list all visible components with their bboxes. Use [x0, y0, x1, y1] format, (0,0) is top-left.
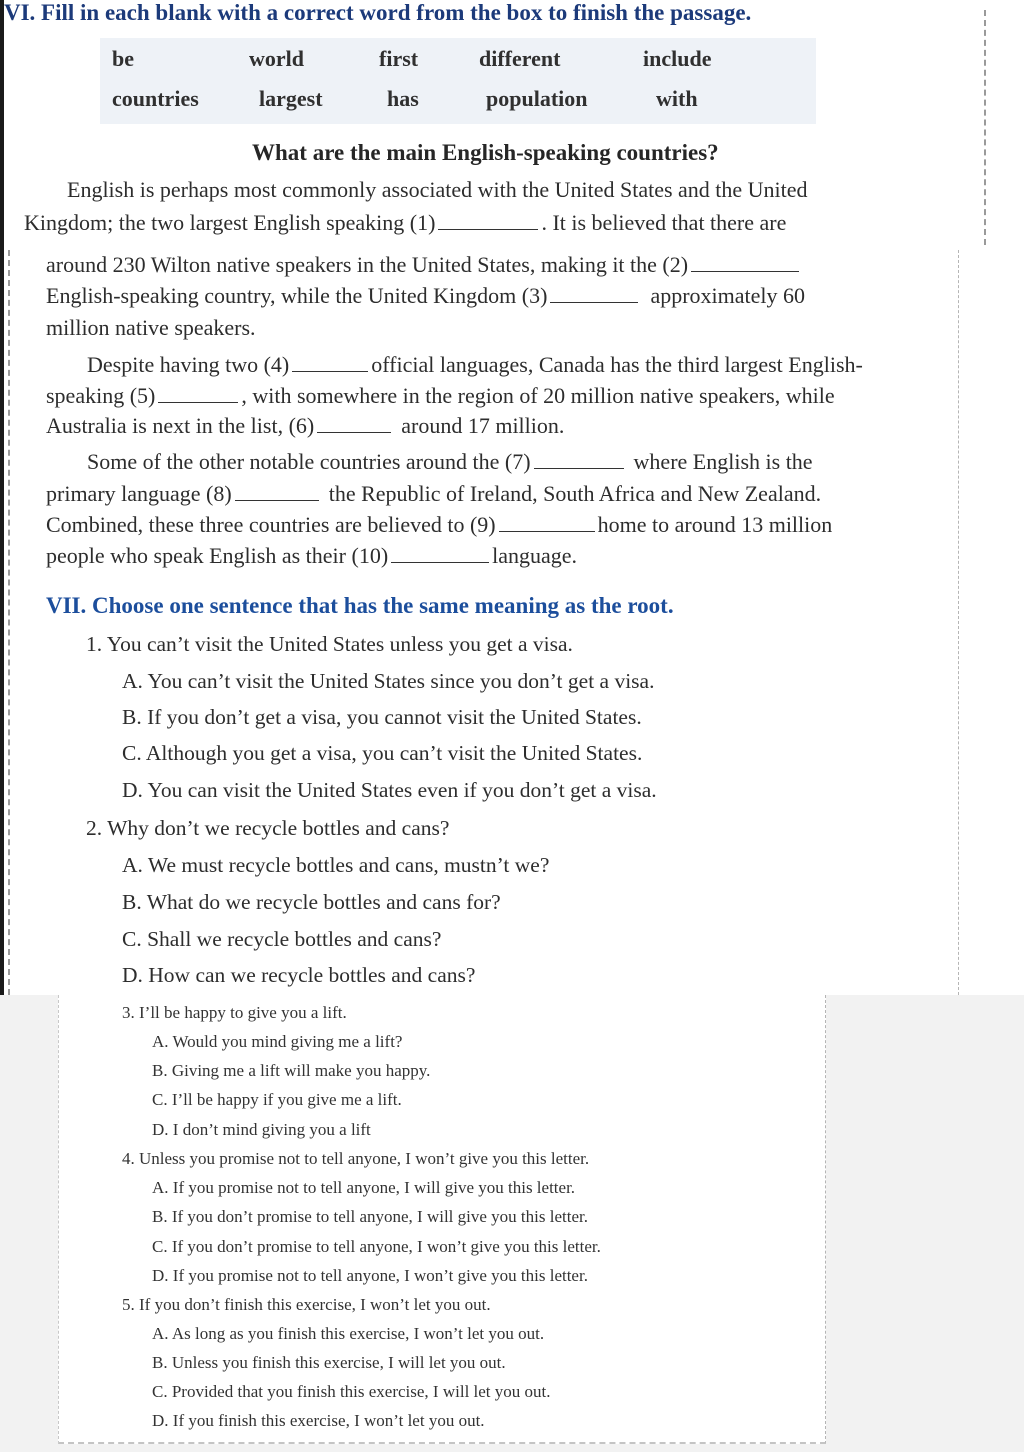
word-countries: countries [112, 86, 199, 111]
word-has: has [387, 86, 419, 111]
word-first: first [379, 46, 419, 71]
passage-line [46, 283, 805, 309]
section-6-heading: VI. Fill in each blank with a correct word from the box to finish the passage. [4, 0, 752, 25]
passage-text: where English is the [633, 449, 813, 474]
question-4: 4. Unless you promise not to tell anyone, I won’t give you this letter. [122, 1149, 590, 1168]
blank-7[interactable] [534, 467, 624, 469]
word-include: include [643, 46, 712, 71]
passage-text: approximately 60 [650, 283, 806, 308]
option-5c[interactable]: C. Provided that you finish this exercise, I will let you out. [152, 1382, 551, 1401]
passage-text: Despite having two (4) [87, 352, 290, 377]
option-3d[interactable]: D. I don’t mind giving you a lift [152, 1120, 371, 1139]
passage-text: home to around 13 million [597, 512, 833, 537]
passage-text: . It is believed that there are [541, 210, 787, 235]
passage-text: around 230 Wilton native speakers in the United States, making it the (2) [46, 252, 689, 277]
word-different: different [479, 46, 561, 71]
blank-5[interactable] [158, 401, 238, 403]
passage-text: Kingdom; the two largest English speaking (1) [24, 210, 436, 235]
passage-text: the Republic of Ireland, South Africa and New Zealand. [328, 481, 822, 506]
question-5: 5. If you don’t finish this exercise, I won’t let you out. [122, 1295, 491, 1314]
word-largest: largest [259, 86, 323, 111]
option-2d[interactable]: D. How can we recycle bottles and cans? [122, 963, 476, 987]
blank-9[interactable] [499, 530, 595, 532]
passage-text: around 17 million. [401, 413, 565, 438]
word-be: be [112, 46, 134, 71]
option-3c[interactable]: C. I’ll be happy if you give me a lift. [152, 1090, 402, 1109]
section-7-heading: VII. Choose one sentence that has the same meaning as the root. [46, 593, 674, 618]
passage-line [46, 512, 832, 538]
option-5b[interactable]: B. Unless you finish this exercise, I will let you out. [152, 1353, 506, 1372]
passage-text: primary language (8) [46, 481, 232, 506]
passage-text: official languages, Canada has the third largest English- [371, 352, 863, 377]
passage-line [46, 413, 564, 439]
blank-1[interactable] [438, 228, 538, 230]
left-edge-bar [0, 0, 4, 995]
passage-line [87, 352, 863, 378]
blank-2[interactable] [691, 270, 799, 272]
option-4b[interactable]: B. If you don’t promise to tell anyone, I will give you this letter. [152, 1207, 588, 1226]
question-2: 2. Why don’t we recycle bottles and cans? [86, 816, 450, 840]
word-population: population [486, 86, 588, 111]
passage-line: million native speakers. [46, 315, 256, 340]
passage-line [46, 383, 835, 409]
option-2a[interactable]: A. We must recycle bottles and cans, mustn’t we? [122, 853, 550, 877]
blank-6[interactable] [317, 431, 391, 433]
option-4a[interactable]: A. If you promise not to tell anyone, I will give you this letter. [152, 1178, 576, 1197]
option-3a[interactable]: A. Would you mind giving me a lift? [152, 1032, 403, 1051]
passage-text: language. [492, 543, 578, 568]
option-5d[interactable]: D. If you finish this exercise, I won’t let you out. [152, 1411, 485, 1430]
passage-line [46, 481, 821, 507]
word-world: world [249, 46, 304, 71]
option-1d[interactable]: D. You can visit the United States even if you don’t get a visa. [122, 778, 657, 802]
passage-line [87, 449, 813, 475]
option-4c[interactable]: C. If you don’t promise to tell anyone, I won’t give you this letter. [152, 1237, 601, 1256]
passage-title: What are the main English-speaking countries? [252, 140, 719, 165]
blank-8[interactable] [235, 499, 319, 501]
word-box [100, 38, 816, 124]
passage-text: Australia is next in the list, (6) [46, 413, 315, 438]
passage-text: English-speaking country, while the United Kingdom (3) [46, 283, 548, 308]
cut-line-right-top [984, 10, 986, 245]
option-1c[interactable]: C. Although you get a visa, you can’t visit the United States. [122, 741, 643, 765]
blank-10[interactable] [391, 561, 489, 563]
option-3b[interactable]: B. Giving me a lift will make you happy. [152, 1061, 431, 1080]
word-with: with [656, 86, 698, 111]
passage-line [46, 252, 802, 278]
option-1b[interactable]: B. If you don’t get a visa, you cannot visit the United States. [122, 705, 642, 729]
passage-line [24, 210, 786, 236]
option-2b[interactable]: B. What do we recycle bottles and cans for? [122, 890, 501, 914]
passage-text: Some of the other notable countries around the (7) [87, 449, 531, 474]
passage-line [46, 543, 577, 569]
passage-line: English is perhaps most commonly associated with the United States and the United [67, 177, 808, 202]
option-1a[interactable]: A. You can’t visit the United States since you don’t get a visa. [122, 669, 655, 693]
option-4d[interactable]: D. If you promise not to tell anyone, I won’t give you this letter. [152, 1266, 588, 1285]
question-3: 3. I’ll be happy to give you a lift. [122, 1003, 347, 1022]
option-5a[interactable]: A. As long as you finish this exercise, I won’t let you out. [152, 1324, 545, 1343]
passage-text: Combined, these three countries are believed to (9) [46, 512, 496, 537]
passage-text: people who speak English as their (10) [46, 543, 389, 568]
blank-3[interactable] [550, 301, 638, 303]
cut-line-left [8, 250, 10, 995]
cut-line-right [958, 250, 959, 995]
passage-text: speaking (5) [46, 383, 156, 408]
blank-4[interactable] [292, 370, 368, 372]
question-1: 1. You can’t visit the United States unless you get a visa. [86, 632, 573, 656]
option-2c[interactable]: C. Shall we recycle bottles and cans? [122, 927, 442, 951]
passage-text: , with somewhere in the region of 20 million native speakers, while [241, 383, 835, 408]
